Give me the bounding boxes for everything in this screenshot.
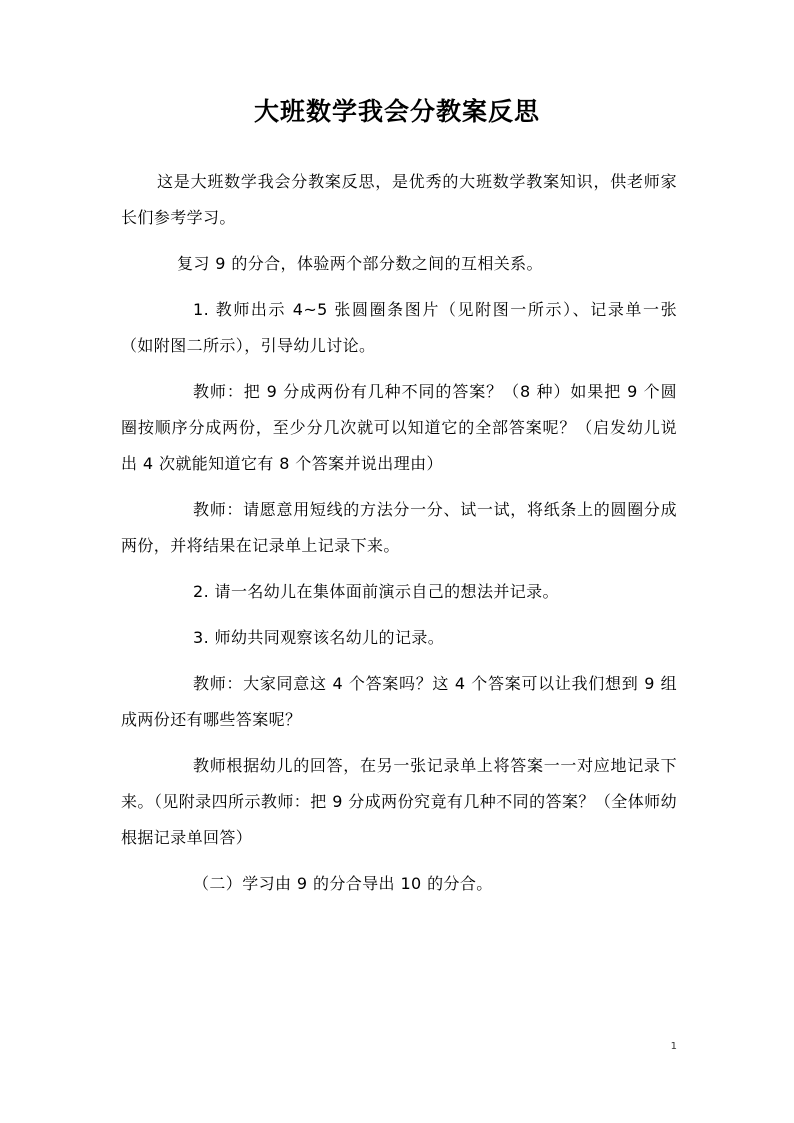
document-title: 大班数学我会分教案反思	[253, 97, 540, 126]
page-number: 1	[670, 1041, 677, 1052]
paragraph-teacher-question-2: 教师：大家同意这 4 个答案吗？这 4 个答案可以让我们想到 9 组成两份还有哪些答案呢？	[121, 674, 677, 729]
paragraph-teacher-question-1: 教师：把 9 分成两份有几种不同的答案？（8 种）如果把 9 个圆圈按顺序分成两份，至少分几次就可以知道它的全部答案呢？（启发幼儿说出 4 次就能知道它有 8 个答案并说出理由）	[121, 382, 677, 473]
paragraph-step-1: 1. 教师出示 4~5 张圆圈条图片（见附图一所示）、记录单一张（如附图二所示），引导幼儿讨论。	[121, 300, 677, 355]
paragraph-teacher-instruction: 教师：请愿意用短线的方法分一分、试一试，将纸条上的圆圈分成两份，并将结果在记录单上记录下来。	[121, 500, 677, 555]
document-body	[121, 164, 677, 912]
paragraph-review-objective: 复习 9 的分合，体验两个部分数之间的互相关系。	[177, 254, 543, 273]
paragraph-teacher-record: 教师根据幼儿的回答，在另一张记录单上将答案一一对应地记录下来。（见附录四所示教师：把 9 分成两份究竟有几种不同的答案？（全体师幼根据记录单回答）	[121, 756, 677, 847]
paragraph-intro: 这是大班数学我会分教案反思，是优秀的大班数学教案知识，供老师家长们参考学习。	[121, 172, 677, 227]
paragraph-step-3: 3. 师幼共同观察该名幼儿的记录。	[193, 628, 445, 647]
paragraph-step-2: 2. 请一名幼儿在集体面前演示自己的想法并记录。	[193, 582, 559, 601]
paragraph-section-2-heading: （二）学习由 9 的分合导出 10 的分合。	[193, 874, 493, 893]
